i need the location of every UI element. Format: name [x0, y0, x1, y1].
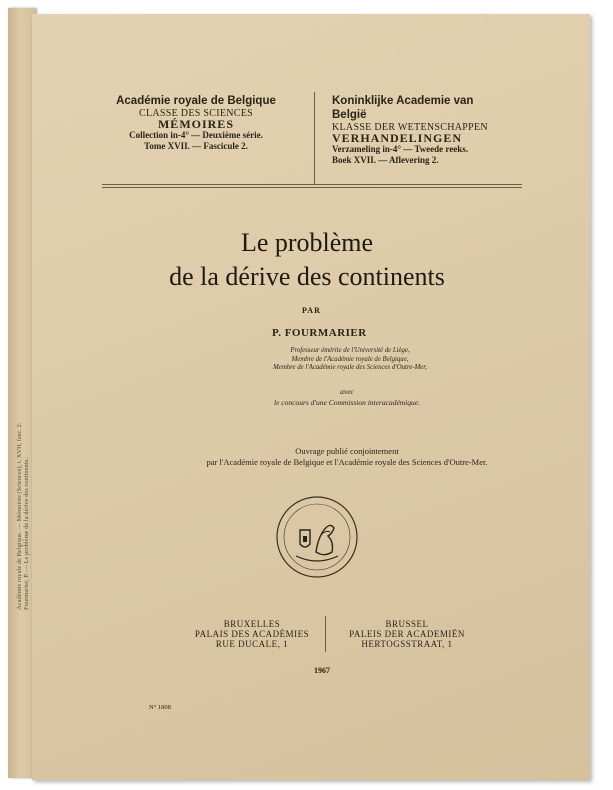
academy-name-fr: Académie royale de Belgique — [116, 95, 276, 107]
collaboration-note: avec le concours d'une Commission interacadémique. — [274, 387, 420, 407]
collection-nl: Verzameling in-4° — Tweede reeks. — [332, 144, 468, 154]
title-line-2: de la dérive des continents — [169, 262, 445, 291]
publication-note: Ouvrage publié conjointement par l'Académie royale de Belgique et l'Académie royale des Sciences d'Outre-Mer. — [206, 446, 488, 467]
title-line-1: Le problème — [240, 228, 374, 257]
spine-text: Académie royale de Belgique. — Mémoires (Sciences), t. XVII, fasc. 2. Fourmarier, P. — Le problème de la dérive des continents. — [16, 422, 30, 610]
imprint-dutch: BRUSSEL PALEIS DER ACADEMIËN HERTOGSSTRAAT, 1 — [349, 619, 465, 649]
series-name-nl: VERHANDELINGEN — [332, 131, 463, 145]
book-cover — [32, 14, 590, 780]
imprint-french: BRUXELLES PALAIS DES ACADÉMIES RUE DUCALE, 1 — [194, 619, 310, 649]
academy-name-nl: Koninklijke Academie van België — [332, 95, 474, 121]
collection-fr: Collection in-4° — Deuxième série. — [129, 130, 263, 140]
by-label: PAR — [302, 306, 321, 315]
author-affiliation: Professeur émérite de l'Université de Liège, Membre de l'Académie royale de Belgique, Membre de l'Académie royale des Sciences d'Outre-Mer, — [273, 347, 427, 371]
header-rule — [102, 184, 522, 188]
class-name-nl: KLASSE DER WETENSCHAPPEN — [332, 122, 488, 133]
volume-nl: Boek XVII. — Aflevering 2. — [332, 155, 439, 165]
header-right — [332, 94, 502, 166]
header-divider — [314, 92, 315, 184]
academy-seal-icon — [272, 494, 362, 580]
imprint-divider — [325, 616, 326, 652]
author-name: P. FOURMARIER — [272, 327, 367, 339]
class-name-fr: CLASSE DES SCIENCES — [138, 108, 254, 119]
publication-year: 1967 — [314, 666, 330, 675]
volume-fr: Tome XVII. — Fascicule 2. — [144, 141, 248, 151]
header-left — [112, 94, 280, 152]
catalog-number: N° 1808 — [149, 704, 171, 711]
series-name-fr: MÉMOIRES — [157, 117, 234, 131]
book-title — [122, 226, 492, 294]
